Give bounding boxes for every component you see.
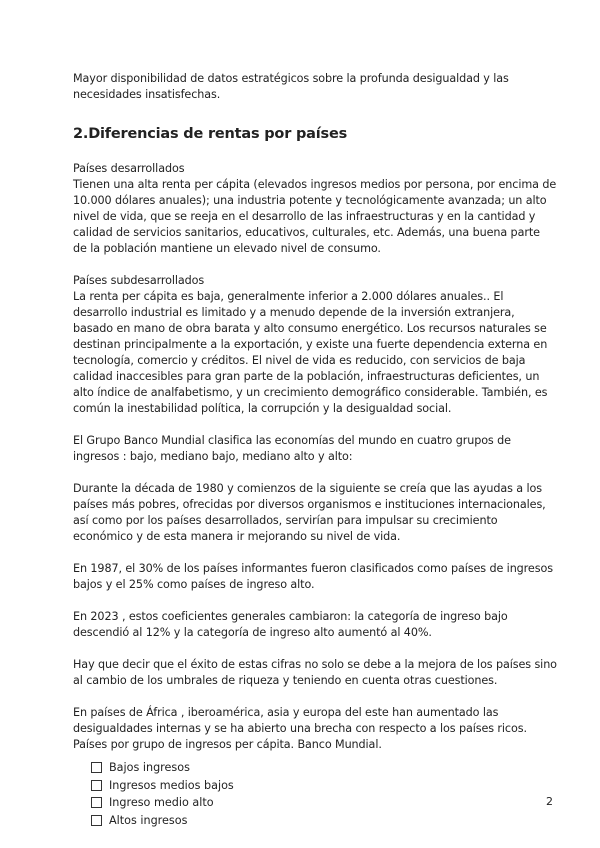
intro-paragraph: Mayor disponibilidad de datos estratégicos sobre la profunda desigualdad y las necesidades insatisfechas.	[73, 72, 509, 101]
section-heading: 2.Diferencias de rentas por países	[73, 126, 348, 142]
checkbox-icon	[91, 797, 102, 808]
underdeveloped-countries-paragraph-1: La renta per cápita es baja, generalmente inferior a 2.000 dólares anuales.. El desarrollo industrial es limitado y a menudo depende de la inversión extranjera, basado en mano de obra barata y alto consumo energético. Los recursos naturales se destinan principalmente a la exportación, y existe una fuerte dependencia externa en tecnología, comercio y créditos. El nivel de vida es reducido, con servicios de baja calidad inaccesibles para gran parte de la población, infraestructuras deficientes, un	[73, 290, 548, 383]
developed-countries-title: Países desarrollados	[73, 162, 185, 175]
checklist-item	[91, 759, 557, 777]
checklist-item	[91, 794, 557, 812]
checklist-item	[91, 777, 557, 795]
checklist-item-label: Ingreso medio alto	[109, 796, 214, 809]
checklist-item-label: Ingresos medios bajos	[109, 778, 234, 792]
developed-countries-paragraph: Tienen una alta renta per cápita (elevados ingresos medios por persona, por encima de 10.000 dólares anuales); una industria potente y tecnológicamente avanzada; un alto nivel de vida, que se reeja en el desarrollo de las infraestructuras y en la cantidad y calidad de servicios sanitarios, educativos, culturales, etc. Además, una buena parte de la población mantiene un elevado nivel de consumo.	[73, 178, 557, 255]
regions-paragraph: En países de África , iberoamérica, asia y europa del este han aumentado las desigualdades internas y se ha abierto una brecha con respecto a los países ricos. Países por grupo de ingresos per cápita. Banco Mundial.	[73, 706, 527, 751]
checkbox-icon	[91, 815, 102, 826]
world-bank-paragraph: El Grupo Banco Mundial clasifica las economías del mundo en cuatro grupos de ingresos : bajo, mediano bajo, mediano alto y alto:	[73, 434, 511, 463]
page-number: 2	[546, 795, 553, 808]
checkbox-icon	[91, 780, 102, 791]
checklist-item-label: Altos ingresos	[109, 813, 188, 827]
checkbox-icon	[91, 762, 102, 773]
spacer	[73, 257, 557, 273]
spacer	[73, 545, 557, 561]
year-2023-paragraph: En 2023 , estos coeficientes generales cambiaron: la categoría de ingreso bajo descendió al 12% y la categoría de ingreso alto aumentó al 40%.	[73, 610, 508, 639]
checklist-item-label: Bajos ingresos	[109, 761, 190, 774]
spacer	[73, 593, 557, 609]
spacer	[73, 641, 557, 657]
document-page	[73, 71, 557, 829]
checklist-item	[91, 812, 557, 830]
underdeveloped-countries-title: Países subdesarrollados	[73, 274, 205, 287]
spacer	[73, 417, 557, 433]
underdeveloped-countries-paragraph-2: alto índice de analfabetismo, y un crecimiento demográfico considerable. También, es común la inestabilidad política, la corrupción y la desigualdad social.	[73, 386, 548, 415]
spacer	[73, 465, 557, 481]
year-1987-paragraph: En 1987, el 30% de los países informantes fueron clasificados como países de ingresos bajos y el 25% como países de ingreso alto.	[73, 562, 553, 591]
success-paragraph: Hay que decir que el éxito de estas cifras no solo se debe a la mejora de los países sino al cambio de los umbrales de riqueza y teniendo en cuenta otras cuestiones.	[73, 658, 557, 687]
spacer	[73, 689, 557, 705]
eighties-paragraph: Durante la década de 1980 y comienzos de la siguiente se creía que las ayudas a los países más pobres, ofrecidas por diversos organismos e instituciones internacionales, así como por los países desarrollados, servirían para impulsar su crecimiento económico y de esta manera ir mejorando su nivel de vida.	[73, 482, 546, 543]
income-groups-checklist	[91, 759, 557, 829]
